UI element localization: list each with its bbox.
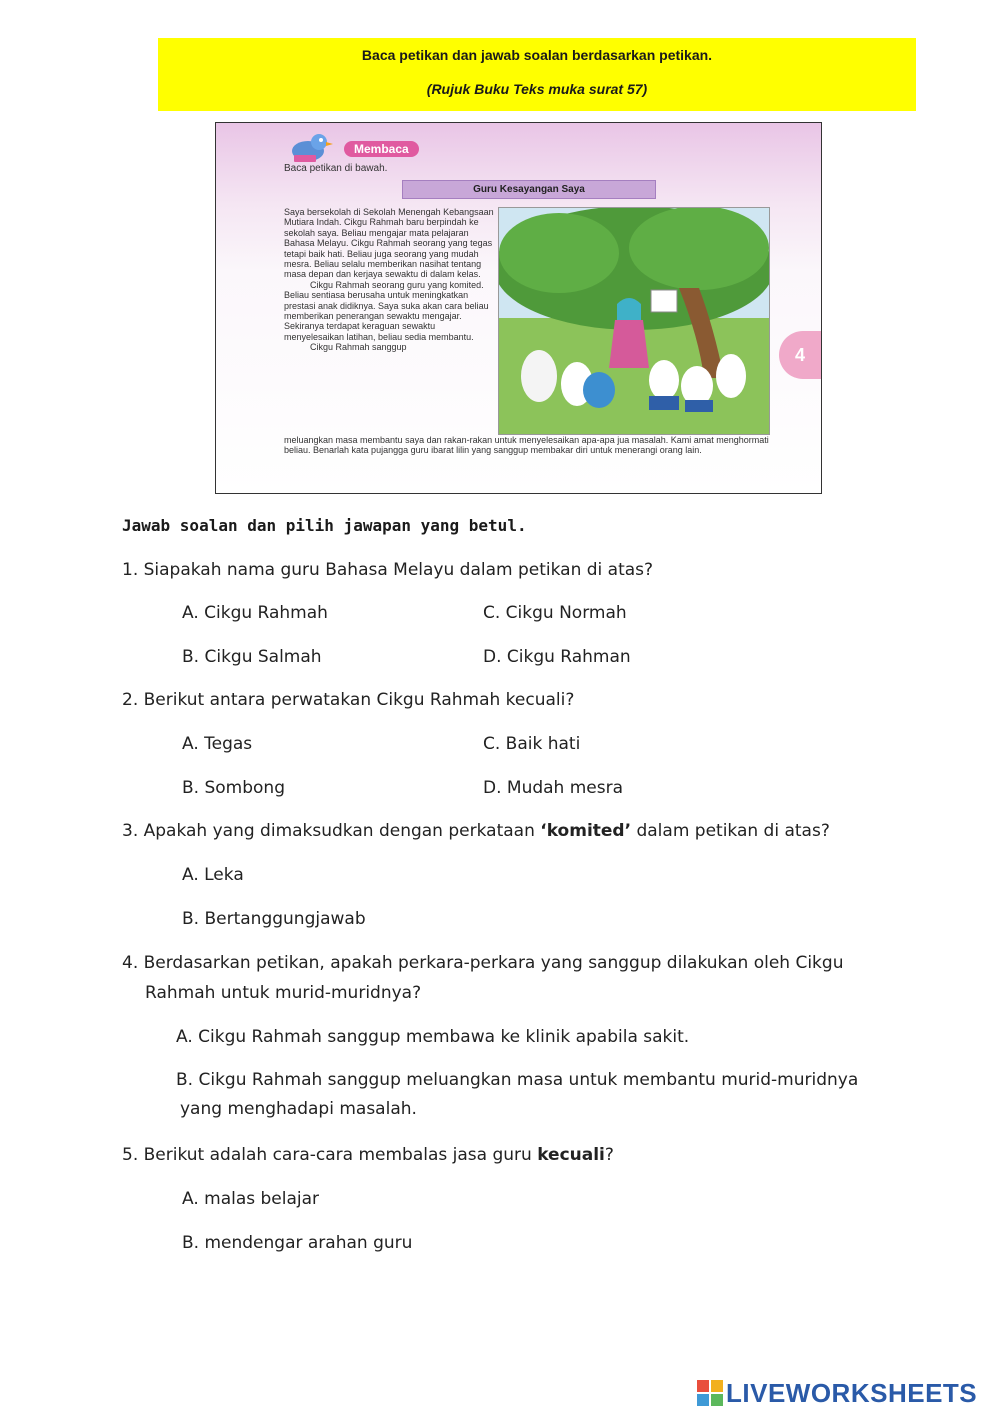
q2-option-d[interactable]: D. Mudah mesra [483,778,624,798]
paragraph-3-start: Cikgu Rahmah sanggup [310,342,407,353]
paragraph-1: Saya bersekolah di Sekolah Menengah Kebangsaan Mutiara Indah. Cikgu Rahmah baru berpindah ke sekolah saya. Beliau mengajar mata pelajaran Bahasa Melayu. Cikgu Rahmah seorang yang tegas tetapi baik hati. Beliau juga seorang yang mudah mesra. Beliau selalu memberikan nasihat tentang masa depan dan kerjaya sewaktu di dalam kelas. [284,207,494,280]
q5-option-a[interactable]: A. malas belajar [182,1189,320,1209]
q5-option-b[interactable]: B. mendengar arahan guru [182,1233,413,1253]
q3-option-b[interactable]: B. Bertanggungjawab [182,909,366,929]
liveworksheets-grid-icon [697,1380,723,1406]
banner-line-1: Baca petikan dan jawab soalan berdasarkan petikan. [361,47,713,63]
q1-option-c[interactable]: C. Cikgu Normah [483,603,627,623]
question-2: 2. Berikut antara perwatakan Cikgu Rahmah kecuali? [122,690,575,710]
q1-option-a[interactable]: A. Cikgu Rahmah [182,603,328,623]
liveworksheets-logo [697,1378,977,1408]
teacher-under-tree-illustration [498,207,770,435]
passage-wide [284,435,779,456]
q5-text-pre: 5. Berikut adalah cara-cara membalas jasa guru [122,1145,538,1165]
q3-keyword: ‘komited’ [540,821,632,841]
q5-keyword: kecuali [537,1145,605,1165]
answer-instruction: Jawab soalan dan pilih jawapan yang betul. [122,516,527,535]
q4-option-b-line-2[interactable]: yang menghadapi masalah. [180,1099,417,1119]
q2-option-c[interactable]: C. Baik hati [483,734,581,754]
q5-text-post: ? [604,1145,614,1165]
q3-text-post: dalam petikan di atas? [631,821,830,841]
q2-option-a[interactable]: A. Tegas [182,734,253,754]
question-4-line-2: Rahmah untuk murid-muridnya? [145,983,422,1003]
intro-text: Baca petikan di bawah. [284,163,388,174]
bird-mascot-icon [286,131,336,165]
q4-option-a[interactable]: A. Cikgu Rahmah sanggup membawa ke klinik apabila sakit. [176,1027,690,1047]
paragraph-3-rest: meluangkan masa membantu saya dan rakan-rakan untuk menyelesaikan apa-apa jua masalah. Kami amat menghormati beliau. Benarlah kata pujangga guru ibarat lilin yang sanggup membakar diri untuk menerangi orang lain. [284,435,769,456]
section-label: Membaca [344,141,419,157]
q2-option-b[interactable]: B. Sombong [182,778,285,798]
q1-option-d[interactable]: D. Cikgu Rahman [483,647,631,667]
passage-title: Guru Kesayangan Saya [402,180,656,199]
banner-line-2: (Rujuk Buku Teks muka surat 57) [426,81,648,97]
instruction-banner [158,38,916,111]
question-1: 1. Siapakah nama guru Bahasa Melayu dalam petikan di atas? [122,560,654,580]
q3-option-a[interactable]: A. Leka [182,865,244,885]
q1-option-b[interactable]: B. Cikgu Salmah [182,647,322,667]
question-4-line-1: 4. Berdasarkan petikan, apakah perkara-perkara yang sanggup dilakukan oleh Cikgu [122,953,844,973]
q3-text-pre: 3. Apakah yang dimaksudkan dengan perkataan [122,821,541,841]
brand-wordmark: LIVEWORKSHEETS [726,1377,978,1408]
passage-column [284,207,496,353]
textbook-page-image [215,122,822,494]
question-5 [122,1145,614,1165]
paragraph-2: Cikgu Rahmah seorang guru yang komited. Beliau sentiasa berusaha untuk meningkatkan prestasi anak didiknya. Saya suka akan cara beliau memberikan penerangan sewaktu mengajar. Sekiranya terdapat keraguan sewaktu menyelesaikan latihan, beliau sedia membantu. [284,279,489,342]
page-number-tab: 4 [779,331,821,379]
q4-option-b-line-1[interactable]: B. Cikgu Rahmah sanggup meluangkan masa untuk membantu murid-muridnya [176,1070,859,1090]
question-3 [122,821,830,841]
